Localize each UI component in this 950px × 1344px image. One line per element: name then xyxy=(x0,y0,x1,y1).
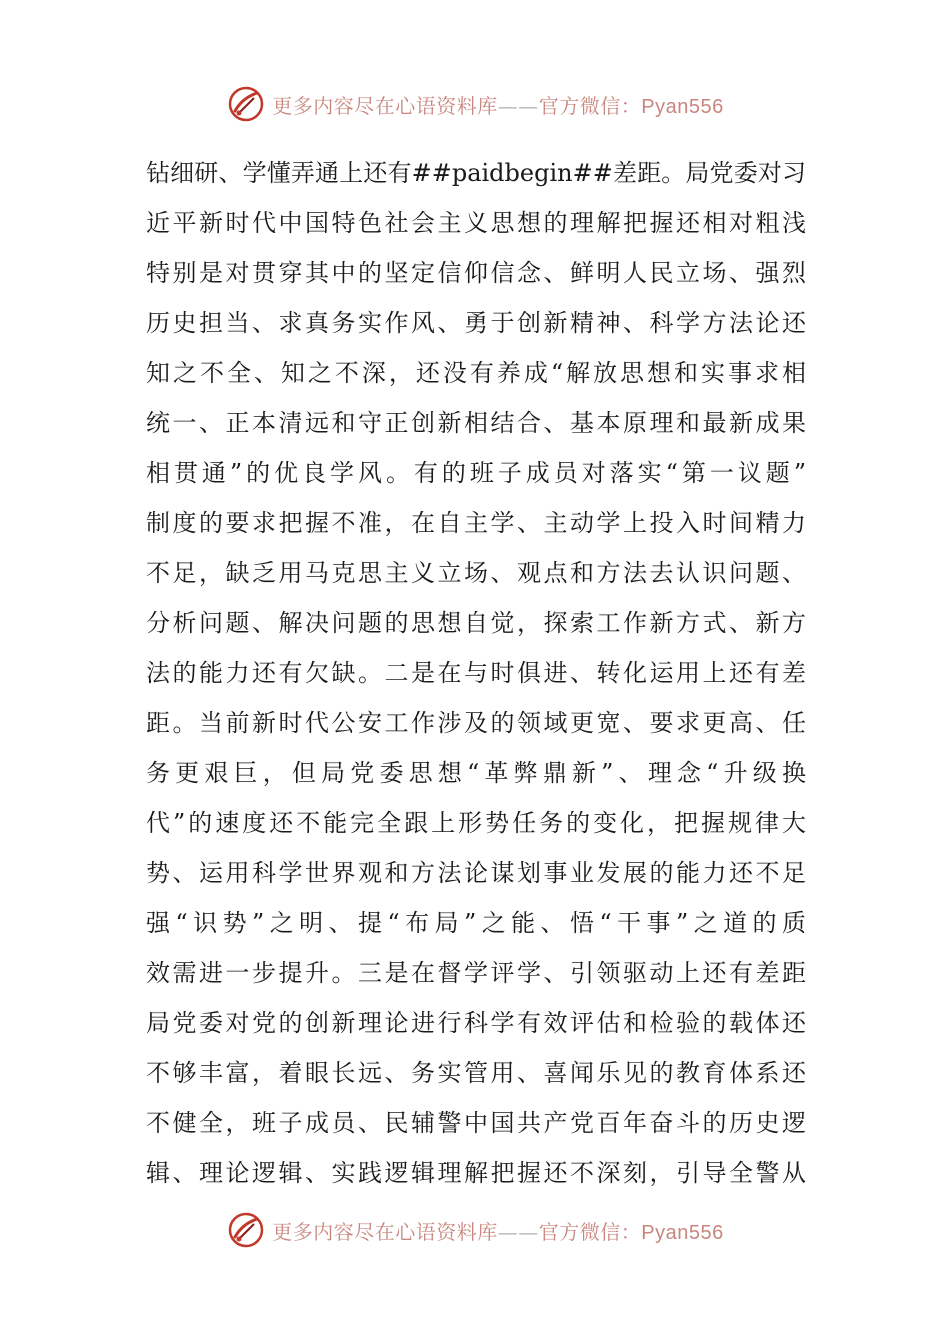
body-line: 近平新时代中国特色社会主义思想的理解把握还相对粗浅 xyxy=(146,209,806,237)
footer-watermark-banner xyxy=(0,1208,950,1252)
header-watermark-banner xyxy=(0,82,950,126)
body-line: 钻细研、学懂弄通上还有##paidbegin##差距。局党委对习 xyxy=(146,159,806,187)
pen-seal-icon xyxy=(226,1210,266,1250)
body-line: 不够丰富，着眼长远、务实管用、喜闻乐见的教育体系还 xyxy=(146,1059,806,1087)
header-watermark-text xyxy=(272,90,723,119)
header-wechat-label: 官方微信： xyxy=(538,93,642,118)
body-line: 效需进一步提升。三是在督学评学、引领驱动上还有差距 xyxy=(146,959,806,987)
footer-wechat-id: Pyan556 xyxy=(641,1221,724,1244)
body-line: 代”的速度还不能完全跟上形势任务的变化，把握规律大 xyxy=(146,809,806,837)
footer-watermark-text xyxy=(272,1216,723,1245)
footer-brand-text: 更多内容尽在心语资料库 xyxy=(272,1219,498,1244)
body-line: 不健全，班子成员、民辅警中国共产党百年奋斗的历史逻 xyxy=(146,1109,806,1137)
header-wechat-id: Pyan556 xyxy=(641,95,724,118)
body-line: 不足，缺乏用马克思主义立场、观点和方法去认识问题、 xyxy=(146,559,806,587)
body-line: 统一、正本清远和守正创新相结合、基本原理和最新成果 xyxy=(146,409,806,437)
body-line: 相贯通”的优良学风。有的班子成员对落实“第一议题” xyxy=(146,459,806,487)
pen-seal-icon xyxy=(226,84,266,124)
body-line: 知之不全、知之不深，还没有养成“解放思想和实事求相 xyxy=(146,359,806,387)
body-line: 势、运用科学世界观和方法论谋划事业发展的能力还不足 xyxy=(146,859,806,887)
footer-separator: —— xyxy=(497,1219,539,1244)
body-line: 辑、理论逻辑、实践逻辑理解把握还不深刻，引导全警从 xyxy=(146,1159,806,1187)
header-brand-text: 更多内容尽在心语资料库 xyxy=(272,93,498,118)
body-line: 分析问题、解决问题的思想自觉，探索工作新方式、新方 xyxy=(146,609,806,637)
body-line: 制度的要求把握不准，在自主学、主动学上投入时间精力 xyxy=(146,509,806,537)
body-line: 距。当前新时代公安工作涉及的领域更宽、要求更高、任 xyxy=(146,709,806,737)
body-line: 历史担当、求真务实作风、勇于创新精神、科学方法论还 xyxy=(146,309,806,337)
body-line: 局党委对党的创新理论进行科学有效评估和检验的载体还 xyxy=(146,1009,806,1037)
body-line: 强“识势”之明、提“布局”之能、悟“干事”之道的质 xyxy=(146,909,806,937)
body-line: 务更艰巨，但局党委思想“革弊鼎新”、理念“升级换 xyxy=(146,759,806,787)
body-line: 特别是对贯穿其中的坚定信仰信念、鲜明人民立场、强烈 xyxy=(146,259,806,287)
document-body xyxy=(146,148,806,1198)
header-separator: —— xyxy=(497,93,539,118)
footer-wechat-label: 官方微信： xyxy=(538,1219,642,1244)
body-line: 法的能力还有欠缺。二是在与时俱进、转化运用上还有差 xyxy=(146,659,806,687)
